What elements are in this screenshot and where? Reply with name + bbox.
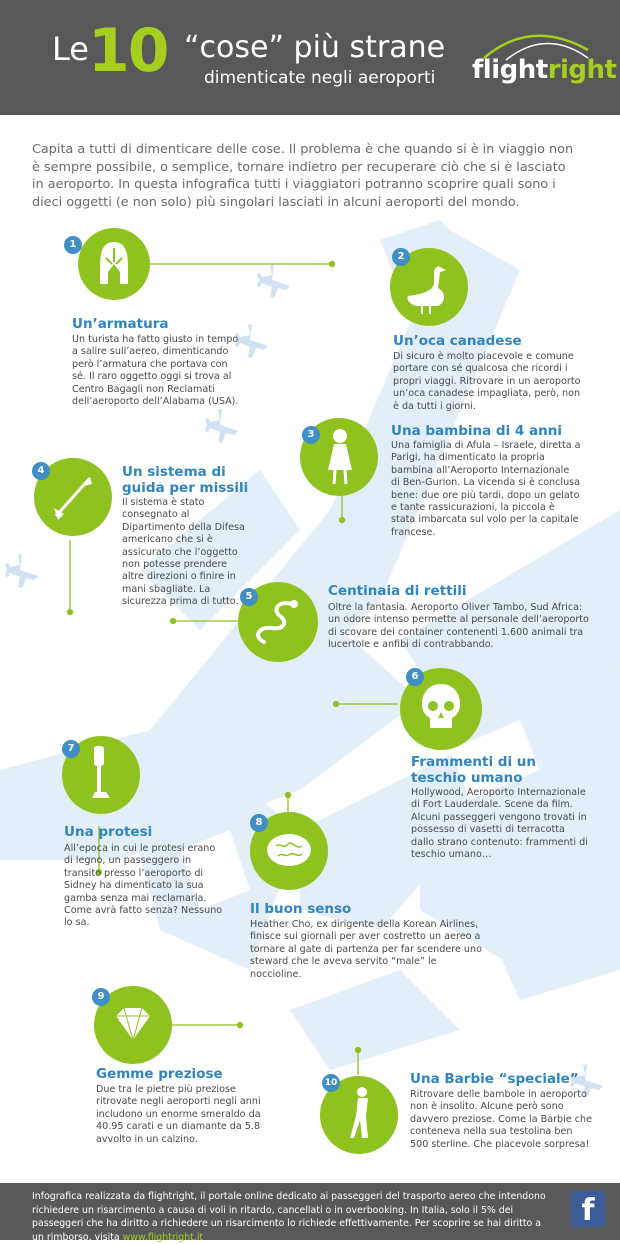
footer-description: Infografica realizzata da flightright, il portale online dedicato ai passeggeri del trasporto aereo che intendono richiedere un risarcimento a causa di voli in ritardo, cancellati o in overbooking. In Italia, solo il 5% dei passeggeri che ha diritto a richiedere un risarcimento lo richiede effettivamente. Per scoprire se hai diritto a un rimborso, visita (32, 1191, 546, 1243)
logo-part-right: right (547, 55, 617, 85)
item-10-number: 10 (322, 1074, 340, 1092)
item-10-title: Una Barbie “speciale” (410, 1071, 579, 1087)
item-10-text: Ritrovare delle bambole in aeroporto non è insolito. Alcune però sono davvero preziose. Come la Barbie che conteneva nella sua testolina ben 500 sterline. Che piacevole sorpresa! (410, 1089, 593, 1150)
item-3-number: 3 (302, 426, 320, 444)
title-rest: “cose” più strane (184, 30, 446, 65)
item-1-text: Un turista ha fatto giusto in tempo a salire sull’aereo, dimenticando però l’armatura che portava con sé. Il raro oggetto oggi si trova al Centro Bagagli non Reclamati dell’aeroporto dell’Alabama (USA). (72, 334, 239, 408)
item-5-title: Centinaia di rettili (328, 583, 467, 599)
item-2-number: 2 (392, 248, 410, 266)
item-4-text: Il sistema è stato consegnato al Dipartimento della Difesa americano che si è assicurato che l’oggetto non potesse prendere altre direzioni o finire in mani sbagliate. La sicurezza prima di tutto. (122, 497, 245, 608)
subtitle: dimenticate negli aeroporti (204, 68, 436, 88)
facebook-icon[interactable]: f (571, 1191, 605, 1227)
item-1-title: Un’armatura (72, 316, 169, 332)
item-2-title: Un’oca canadese (393, 333, 522, 349)
item-5-text: Oltre la fantasia. Aeroporto Oliver Tambo, Sud Africa: un odore intenso permette al personale dell’aeroporto di scovare dei container contenenti 1.600 animali tra lucertole e anfibi di contrabbando. (328, 602, 589, 651)
title-le: Le (52, 30, 89, 68)
item-4-number: 4 (32, 462, 50, 480)
item-3-text: Una famiglia di Afula – Israele, diretta a Parigi, ha dimenticato la propria bambina all’Aeroporto Internazionale di Ben-Gurion. La vicenda si è conclusa bene: due ore più tardi, dopo un gelato e tante rassicurazioni, la piccola è stata imbarcata sul volo per la capitale francese. (391, 440, 581, 538)
item-7-text: All’epoca in cui le protesi erano di legno, un passeggero in transito presso l’aeroporto di Sidney ha dimenticato la sua gamba senza mai reclamarla. Come avrà fatto senza? Nessuno lo sa. (64, 843, 223, 929)
item-8-title: Il buon senso (250, 901, 352, 917)
item-4-title: Un sistema di guida per missili (122, 464, 249, 496)
footer-link[interactable]: www.flightright.it (122, 1231, 204, 1243)
item-7-title: Una protesi (64, 824, 153, 840)
item-1-number: 1 (64, 236, 82, 254)
item-6-title: Frammenti di un teschio umano (411, 754, 537, 786)
item-1-circle (78, 228, 150, 300)
item-6-number: 6 (406, 668, 424, 686)
item-5-number: 5 (240, 588, 258, 606)
item-7-number: 7 (62, 740, 80, 758)
item-9-number: 9 (92, 988, 110, 1006)
intro-text: Capita a tutti di dimenticare delle cose. Il problema è che quando si è in viaggio non è sempre possibile, o semplice, tornare indietro per recuperare ciò che si è lasciato in aeroporto. In questa infografica tutti i viaggiatori potranno scoprire quali sono i dieci oggetti (e non solo) più singolari lasciati in alcuni aeroporti del mondo. (32, 142, 574, 210)
logo-part-flight: flight (472, 55, 548, 85)
item-2-text: Di sicuro è molto piacevole e comune portare con sé qualcosa che ricordi i propri viaggi. Ritrovare in un aeroporto un’oca canadese impagliata, però, non è da tutti i giorni. (393, 351, 581, 412)
item-3-title: Una bambina di 4 anni (391, 423, 562, 439)
footer-text (32, 1190, 552, 1244)
item-8-text: Heather Cho, ex dirigente della Korean Airlines, finisce sui giornali per aver costretto un aereo a tornare al gate di partenza per far scendere uno steward che le aveva servito “male” le noccioline. (250, 919, 482, 980)
item-8-number: 8 (250, 814, 268, 832)
title-number: 10 (88, 16, 168, 86)
item-9-text: Due tra le pietre più preziose ritrovate negli aeroporti negli anni includono un enorme smeraldo da 40.95 carati e un diamante da 5.8 avvolto in un calzino. (96, 1084, 261, 1145)
item-9-title: Gemme preziose (96, 1066, 223, 1082)
helmet-icon (78, 228, 150, 300)
item-6-text: Hollywood, Aeroporto Internazionale di Fort Lauderdale. Scene da film. Alcuni passeggeri vengono trovati in possesso di vasetti di terracotta dallo strano contenuto: frammenti di teschio umano… (411, 787, 588, 861)
